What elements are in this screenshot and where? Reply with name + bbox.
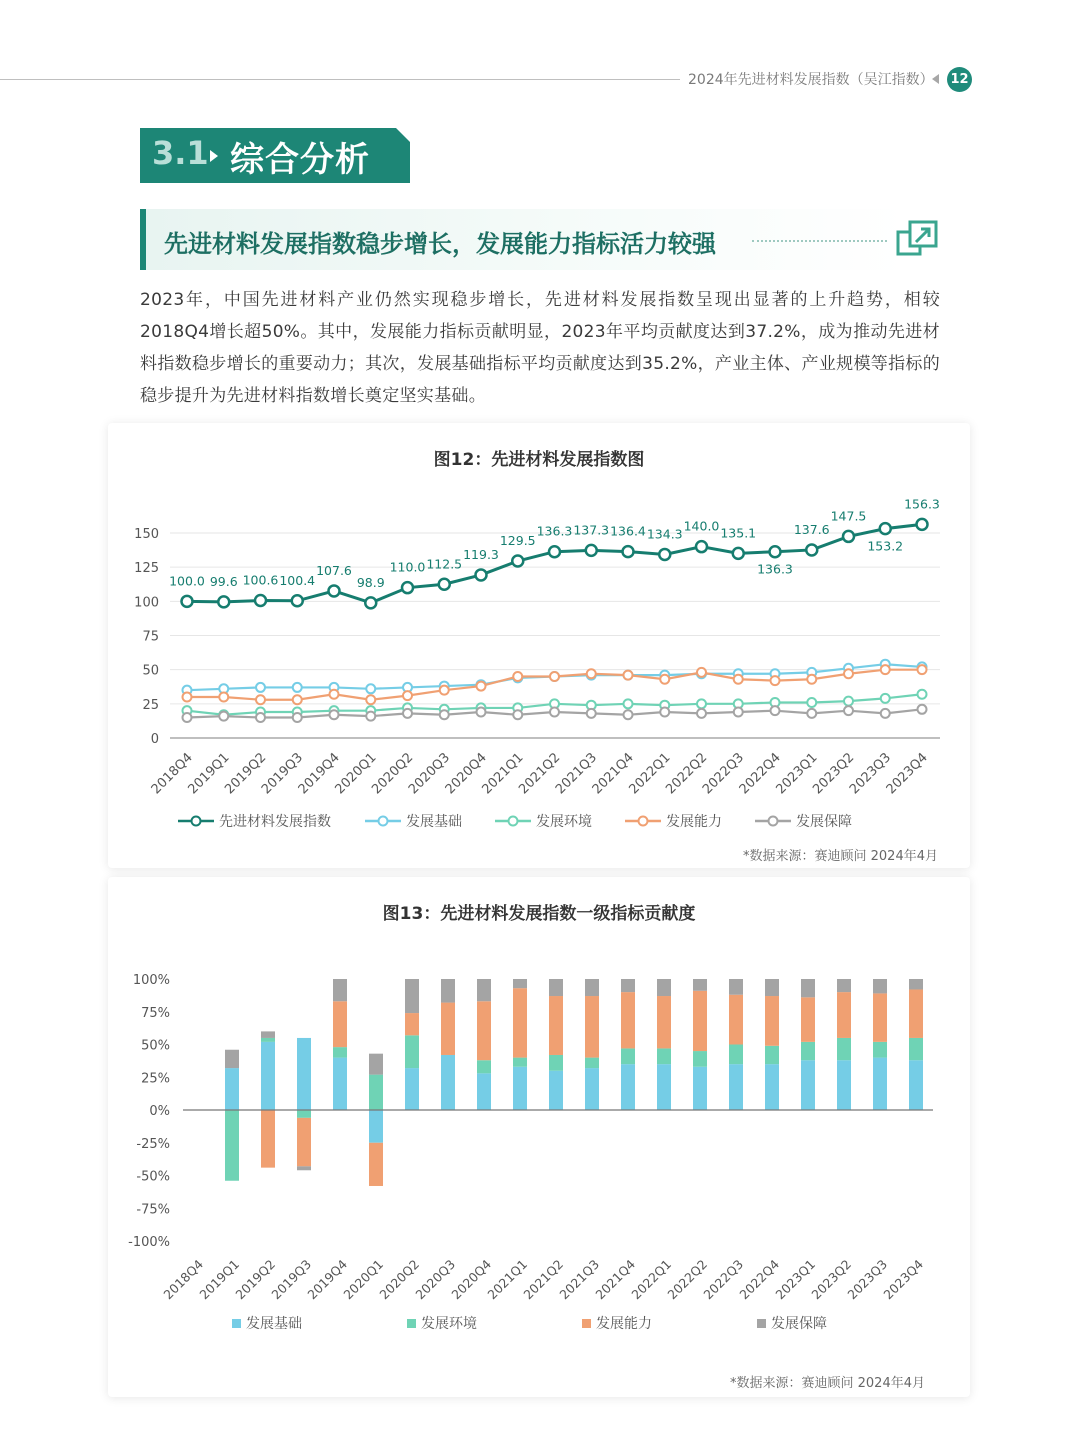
data-point <box>660 708 669 717</box>
bar-segment <box>477 1001 491 1060</box>
data-point <box>734 675 743 684</box>
expand-arrow-icon <box>896 220 940 264</box>
bar-segment <box>297 1110 311 1118</box>
data-point <box>477 708 486 717</box>
x-tick-label: 2020Q3 <box>405 750 454 798</box>
legend-label: 先进材料发展指数 <box>219 814 331 830</box>
bar-segment <box>585 1058 599 1068</box>
x-tick-label: 2020Q2 <box>376 1256 423 1303</box>
legend-label: 发展保障 <box>771 1316 827 1332</box>
data-point <box>440 686 449 695</box>
data-point <box>624 671 633 680</box>
data-point <box>366 684 375 693</box>
legend-marker <box>192 817 201 826</box>
y-tick-label: -50% <box>136 1169 170 1185</box>
legend-label: 发展基础 <box>246 1316 302 1332</box>
x-tick-label: 2019Q3 <box>268 1256 315 1303</box>
data-point <box>844 697 853 706</box>
data-label: 136.3 <box>757 561 793 577</box>
subtitle-accent-bar <box>140 209 146 270</box>
x-tick-label: 2022Q3 <box>700 1256 747 1303</box>
legend-marker <box>379 817 388 826</box>
x-tick-label: 2023Q3 <box>844 1256 891 1303</box>
bar-segment <box>657 979 671 996</box>
data-point <box>182 596 193 607</box>
x-tick-label: 2019Q2 <box>232 1256 279 1303</box>
bar-segment <box>405 1013 419 1035</box>
data-point <box>697 668 706 677</box>
bar-segment <box>657 1064 671 1110</box>
data-label: 134.3 <box>646 526 683 542</box>
header-arrow-icon <box>932 74 939 84</box>
bar-segment <box>405 1035 419 1068</box>
data-point <box>733 548 744 559</box>
data-point <box>293 695 302 704</box>
bar-segment <box>549 1071 563 1110</box>
bar-segment <box>405 1068 419 1110</box>
bar-segment <box>729 979 743 995</box>
bar-segment <box>873 979 887 993</box>
bar-segment <box>297 1038 311 1110</box>
triangle-icon <box>210 150 218 162</box>
data-point <box>293 683 302 692</box>
x-tick-label: 2021Q1 <box>484 1256 531 1303</box>
data-point <box>293 713 302 722</box>
x-tick-label: 2023Q1 <box>772 1256 819 1303</box>
x-tick-label: 2020Q4 <box>442 750 490 798</box>
x-tick-label: 2022Q4 <box>736 750 784 798</box>
data-label: 112.5 <box>426 556 463 572</box>
y-tick-label: 25% <box>141 1071 170 1087</box>
data-label: 136.4 <box>610 523 646 539</box>
data-point <box>219 693 228 702</box>
data-point <box>513 672 522 681</box>
header-rule <box>0 79 680 80</box>
bar-segment <box>549 979 563 996</box>
bar-segment <box>369 1143 383 1186</box>
bar-segment <box>909 1060 923 1110</box>
data-point <box>330 690 339 699</box>
data-point <box>807 698 816 707</box>
bar-segment <box>585 1068 599 1110</box>
section-title: 综合分析 <box>230 140 370 180</box>
x-tick-label: 2022Q1 <box>626 750 674 798</box>
data-point <box>439 579 450 590</box>
x-tick-label: 2019Q1 <box>185 750 233 798</box>
data-point <box>659 549 670 560</box>
bar-segment <box>657 1048 671 1064</box>
bar-segment <box>909 989 923 1037</box>
chart-card-contribution <box>108 877 970 1397</box>
bar-segment <box>693 1067 707 1110</box>
data-point <box>696 541 707 552</box>
bar-segment <box>297 1118 311 1166</box>
x-tick-label: 2022Q2 <box>664 1256 711 1303</box>
bar-segment <box>477 1073 491 1110</box>
legend-marker <box>769 817 778 826</box>
data-point <box>550 672 559 681</box>
x-tick-label: 2023Q2 <box>808 1256 855 1303</box>
data-point <box>365 597 376 608</box>
data-point <box>918 665 927 674</box>
legend-swatch <box>582 1319 591 1328</box>
legend-swatch <box>757 1319 766 1328</box>
bar-segment <box>333 1047 347 1057</box>
chart-title: 图12：先进材料发展指数图 <box>433 450 645 470</box>
data-point <box>292 595 303 606</box>
legend-label: 发展基础 <box>406 814 462 830</box>
data-point <box>218 596 229 607</box>
data-point <box>624 699 633 708</box>
legend-swatch <box>232 1319 241 1328</box>
bar-segment <box>441 1055 455 1110</box>
data-point <box>402 582 413 593</box>
data-point <box>403 691 412 700</box>
data-label: 153.2 <box>867 538 904 554</box>
x-tick-label: 2023Q2 <box>810 750 858 798</box>
data-label: 135.1 <box>720 525 757 541</box>
bar-segment <box>549 996 563 1055</box>
bar-segment <box>657 996 671 1048</box>
bar-segment <box>369 1054 383 1075</box>
y-tick-label: 0% <box>149 1104 170 1119</box>
bar-segment <box>549 1055 563 1071</box>
data-point <box>587 709 596 718</box>
data-label: 100.0 <box>169 573 205 589</box>
section-number: 3.1 <box>152 134 209 172</box>
bar-segment <box>801 997 815 1042</box>
bar-segment <box>225 1068 239 1110</box>
data-point <box>844 706 853 715</box>
chart-source: *数据来源：赛迪顾问 2024年4月 <box>730 1376 925 1391</box>
data-label: 129.5 <box>499 533 536 549</box>
x-tick-label: 2019Q4 <box>304 1256 351 1303</box>
data-label: 140.0 <box>683 518 720 534</box>
bar-segment <box>369 1110 383 1143</box>
body-paragraph: 2023年，中国先进材料产业仍然实现稳步增长，先进材料发展指数呈现出显著的上升趋势，相较2018Q4增长超50%。其中，发展能力指标贡献明显，2023年平均贡献度达到37.2%，成为推动先进材料指数稳步增长的重要动力；其次，发展基础指标平均贡献度达到35.2%，产业主体、产业规模等指标的稳步提升为先进材料指数增长奠定坚实基础。 <box>140 290 940 406</box>
bar-segment <box>369 1075 383 1110</box>
y-tick-label: 75% <box>141 1005 170 1021</box>
data-point <box>183 713 192 722</box>
bar-segment <box>873 1042 887 1058</box>
y-tick-label: -100% <box>128 1235 170 1250</box>
x-tick-label: 2020Q2 <box>369 750 417 798</box>
section-banner <box>140 128 410 183</box>
data-label: 99.6 <box>209 573 238 589</box>
bar-segment <box>909 979 923 989</box>
bar-segment <box>585 979 599 996</box>
x-tick-label: 2019Q4 <box>295 750 343 798</box>
data-point <box>256 695 265 704</box>
y-tick-label: 25 <box>142 697 159 713</box>
data-point <box>366 712 375 721</box>
data-label: 137.6 <box>793 521 830 537</box>
data-point <box>587 669 596 678</box>
x-tick-label: 2022Q1 <box>628 1256 675 1303</box>
y-tick-label: 50 <box>142 663 159 679</box>
data-point <box>329 585 340 596</box>
x-tick-label: 2019Q3 <box>258 750 307 798</box>
data-point <box>477 682 486 691</box>
x-tick-label: 2022Q3 <box>699 750 748 798</box>
bar-segment <box>693 1051 707 1067</box>
bar-segment <box>729 1064 743 1110</box>
x-tick-label: 2020Q1 <box>332 750 380 798</box>
bar-segment <box>621 1048 635 1064</box>
bar-segment <box>837 1060 851 1110</box>
data-point <box>440 710 449 719</box>
x-tick-label: 2018Q4 <box>148 750 196 798</box>
data-label: 100.6 <box>242 572 279 588</box>
data-label: 156.3 <box>904 496 940 512</box>
chart-card-index <box>108 423 970 868</box>
x-tick-label: 2020Q3 <box>412 1256 459 1303</box>
data-point <box>807 709 816 718</box>
data-point <box>881 665 890 674</box>
bar-segment <box>765 979 779 996</box>
data-point <box>771 676 780 685</box>
bar-segment <box>333 1058 347 1110</box>
data-point <box>770 546 781 557</box>
data-point <box>917 519 928 530</box>
bar-segment <box>585 996 599 1058</box>
data-point <box>476 569 487 580</box>
data-point <box>881 709 890 718</box>
y-tick-label: 100% <box>132 973 170 988</box>
y-tick-label: 50% <box>141 1038 170 1054</box>
bar-segment <box>873 993 887 1041</box>
y-tick-label: -25% <box>136 1136 170 1152</box>
bar-segment <box>621 1064 635 1110</box>
data-point <box>403 709 412 718</box>
bar-segment <box>765 1046 779 1064</box>
data-label: 119.3 <box>463 546 499 562</box>
x-tick-label: 2022Q2 <box>663 750 711 798</box>
legend-marker <box>639 817 648 826</box>
bar-segment <box>405 979 419 1013</box>
legend-swatch <box>407 1319 416 1328</box>
x-tick-label: 2019Q2 <box>222 750 270 798</box>
x-tick-label: 2023Q4 <box>883 750 931 798</box>
x-tick-label: 2021Q4 <box>589 750 637 798</box>
data-point <box>918 690 927 699</box>
data-label: 136.3 <box>536 523 573 539</box>
y-tick-label: 100 <box>134 595 159 611</box>
bar-segment <box>513 1058 527 1067</box>
bar-segment <box>261 1038 275 1042</box>
line-chart <box>108 423 970 868</box>
bar-segment <box>909 1038 923 1060</box>
y-tick-label: 125 <box>134 561 159 577</box>
bar-segment <box>729 1045 743 1065</box>
data-point <box>734 708 743 717</box>
data-point <box>697 699 706 708</box>
bar-segment <box>621 979 635 992</box>
legend-label: 发展环境 <box>536 814 592 830</box>
data-point <box>880 523 891 534</box>
legend-marker <box>509 817 518 826</box>
bar-segment <box>261 1110 275 1168</box>
bar-segment <box>693 979 707 991</box>
data-point <box>219 712 228 721</box>
subtitle-heading: 先进材料发展指数稳步增长，发展能力指标活力较强 <box>164 230 716 258</box>
bar-segment <box>225 1050 239 1068</box>
legend-label: 发展能力 <box>666 814 722 830</box>
legend-label: 发展能力 <box>596 1316 652 1332</box>
x-tick-label: 2021Q2 <box>516 750 564 798</box>
bar-segment <box>837 979 851 992</box>
bar-segment <box>261 1042 275 1110</box>
data-point <box>660 675 669 684</box>
bar-segment <box>693 991 707 1051</box>
bar-segment <box>441 1003 455 1055</box>
report-title: 2024年先进材料发展指数（吴江指数） <box>688 72 934 88</box>
bar-segment <box>333 979 347 1001</box>
bar-segment <box>801 979 815 997</box>
legend-label: 发展环境 <box>421 1316 477 1332</box>
y-tick-label: 150 <box>134 527 159 542</box>
y-tick-label: -75% <box>136 1202 170 1218</box>
data-label: 100.4 <box>279 572 316 588</box>
stacked-bar-chart <box>108 877 970 1347</box>
bar-segment <box>837 992 851 1038</box>
bar-segment <box>513 979 527 988</box>
bar-segment <box>837 1038 851 1060</box>
data-point <box>843 531 854 542</box>
dotted-rule <box>752 240 887 242</box>
data-label: 107.6 <box>316 562 352 578</box>
x-tick-label: 2021Q3 <box>552 750 601 798</box>
data-point <box>366 695 375 704</box>
data-label: 137.3 <box>573 522 610 538</box>
data-label: 147.5 <box>830 508 867 524</box>
x-tick-label: 2019Q1 <box>196 1256 243 1303</box>
data-point <box>881 694 890 703</box>
data-point <box>697 709 706 718</box>
x-tick-label: 2018Q4 <box>160 1256 207 1303</box>
bar-segment <box>513 988 527 1057</box>
bar-segment <box>261 1031 275 1038</box>
bar-segment <box>513 1067 527 1110</box>
x-tick-label: 2023Q3 <box>846 750 895 798</box>
bar-segment <box>441 979 455 1003</box>
data-point <box>183 693 192 702</box>
bar-segment <box>477 1060 491 1073</box>
y-tick-label: 75 <box>142 629 159 645</box>
bar-segment <box>729 995 743 1045</box>
data-point <box>256 713 265 722</box>
data-point <box>586 545 597 556</box>
x-tick-label: 2022Q4 <box>736 1256 783 1303</box>
data-point <box>807 675 816 684</box>
chart-source: *数据来源：赛迪顾问 2024年4月 <box>743 849 938 864</box>
data-point <box>918 705 927 714</box>
y-tick-label: 0 <box>150 732 159 747</box>
bar-segment <box>801 1042 815 1060</box>
data-point <box>255 595 266 606</box>
data-point <box>513 710 522 719</box>
bar-segment <box>333 1001 347 1047</box>
x-tick-label: 2023Q1 <box>773 750 821 798</box>
x-tick-label: 2020Q1 <box>340 1256 387 1303</box>
x-tick-label: 2021Q4 <box>592 1256 639 1303</box>
data-point <box>330 710 339 719</box>
data-label: 110.0 <box>389 559 426 575</box>
x-tick-label: 2021Q2 <box>520 1256 567 1303</box>
data-point <box>549 546 560 557</box>
x-tick-label: 2021Q3 <box>556 1256 603 1303</box>
x-tick-label: 2021Q1 <box>479 750 527 798</box>
bar-segment <box>765 1064 779 1110</box>
data-point <box>623 546 634 557</box>
data-point <box>550 708 559 717</box>
legend-label: 发展保障 <box>796 814 852 830</box>
bar-segment <box>873 1058 887 1110</box>
bar-segment <box>477 979 491 1001</box>
data-point <box>806 544 817 555</box>
x-tick-label: 2023Q4 <box>880 1256 927 1303</box>
data-point <box>844 669 853 678</box>
bar-segment <box>225 1110 239 1181</box>
data-point <box>512 556 523 567</box>
chart-title: 图13：先进材料发展指数一级指标贡献度 <box>382 904 696 924</box>
bar-segment <box>621 992 635 1048</box>
data-point <box>256 683 265 692</box>
page-number: 12 <box>947 67 972 92</box>
data-label: 98.9 <box>356 574 385 590</box>
data-point <box>771 706 780 715</box>
x-tick-label: 2020Q4 <box>448 1256 495 1303</box>
bar-segment <box>765 996 779 1046</box>
bar-segment <box>801 1060 815 1110</box>
bar-segment <box>297 1166 311 1170</box>
data-point <box>624 710 633 719</box>
